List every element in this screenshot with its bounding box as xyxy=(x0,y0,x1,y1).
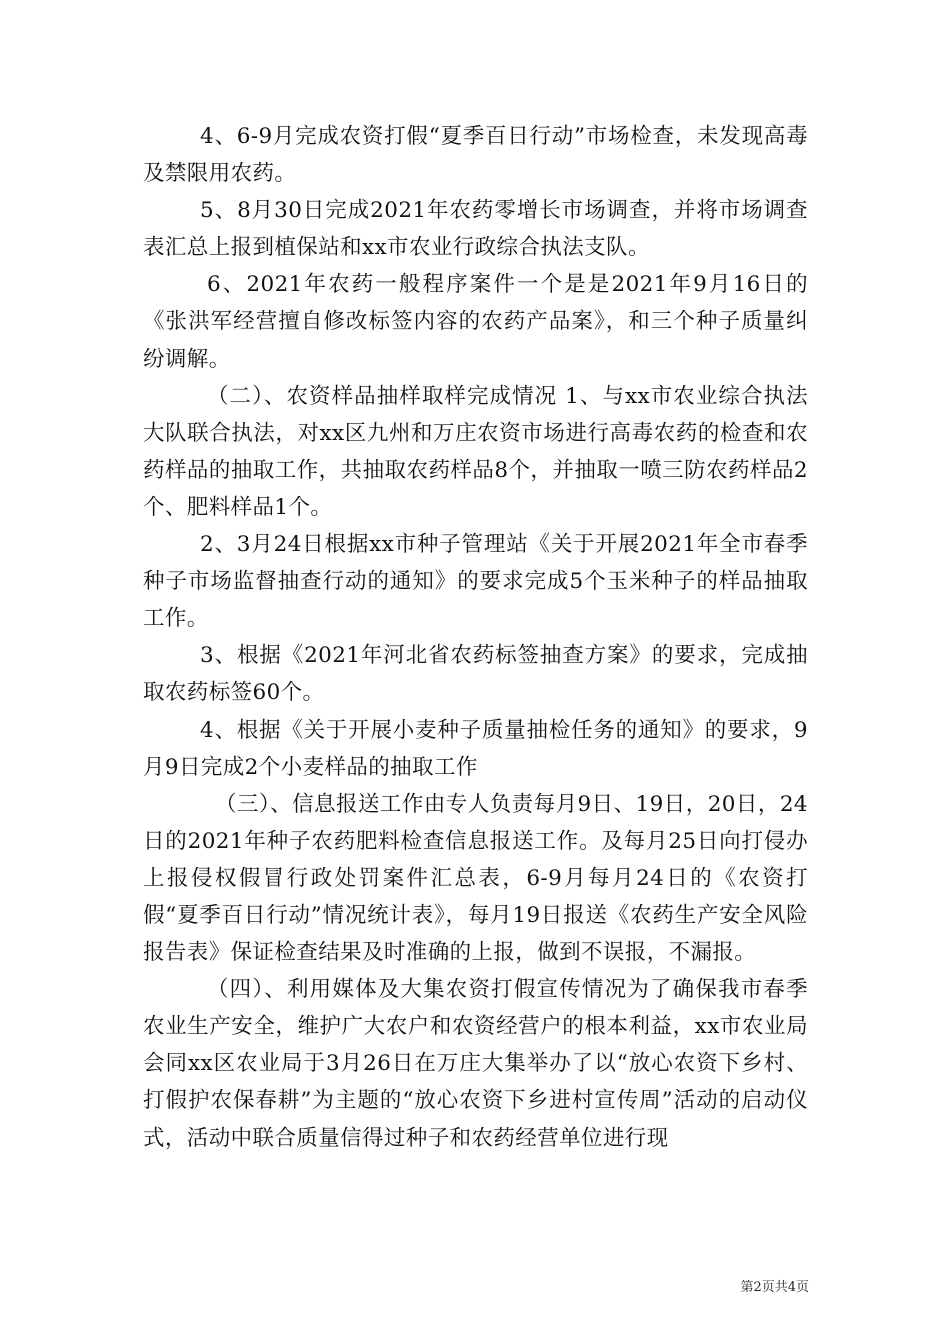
paragraph-section-4: （四）、利用媒体及大集农资打假宣传情况为了确保我市春季农业生产安全，维护广大农户和农资经营户的根本利益，xx市农业局会同xx区农业局于3月26日在万庄大集举办了以“放心农资下乡村、打假护农保春耕”为主题的“放心农资下乡进村宣传周”活动的启动仪式，活动中联合质量信得过种子和农药经营单位进行现 xyxy=(143,977,808,1151)
paragraph-section-2-item-4: 4、根据《关于开展小麦种子质量抽检任务的通知》的要求，9月9日完成2个小麦样品的抽取工作 xyxy=(143,717,808,780)
paragraph-section-3: （三）、信息报送工作由专人负责每月9日、19日，20日，24日的2021年种子农药肥料检查信息报送工作。及每月25日向打侵办上报侵权假冒行政处罚案件汇总表，6-9月每月24日的《农资打假“夏季百日行动”情况统计表》，每月19日报送《农药生产安全风险报告表》保证检查结果及时准确的上报，做到不误报，不漏报。 xyxy=(143,791,808,966)
paragraph-item-5: 5、8月30日完成2021年农药零增长市场调查，并将市场调查表汇总上报到植保站和xx市农业行政综合执法支队。 xyxy=(143,198,808,261)
paragraph-section-2-item-2: 2、3月24日根据xx市种子管理站《关于开展2021年全市春季种子市场监督抽查行动的通知》的要求完成5个玉米种子的样品抽取工作。 xyxy=(143,532,808,632)
paragraph-section-2-item-3: 3、根据《2021年河北省农药标签抽查方案》的要求，完成抽取农药标签60个。 xyxy=(143,643,808,706)
paragraph-item-6: 6、2021年农药一般程序案件一个是是2021年9月16日的《张洪军经营擅自修改标签内容的农药产品案》，和三个种子质量纠纷调解。 xyxy=(143,272,808,372)
paragraph-item-4: 4、6-9月完成农资打假“夏季百日行动”市场检查，未发现高毒及禁限用农药。 xyxy=(143,124,808,187)
page-number: 第2页共4页 xyxy=(740,1280,809,1295)
paragraph-section-2: （二）、农资样品抽样取样完成情况 1、与xx市农业综合执法大队联合执法，对xx区九州和万庄农资市场进行高毒农药的检查和农药样品的抽取工作，共抽取农药样品8个，并抽取一喷三防农药样品2个、肥料样品1个。 xyxy=(143,383,808,520)
document-body xyxy=(143,118,808,1157)
